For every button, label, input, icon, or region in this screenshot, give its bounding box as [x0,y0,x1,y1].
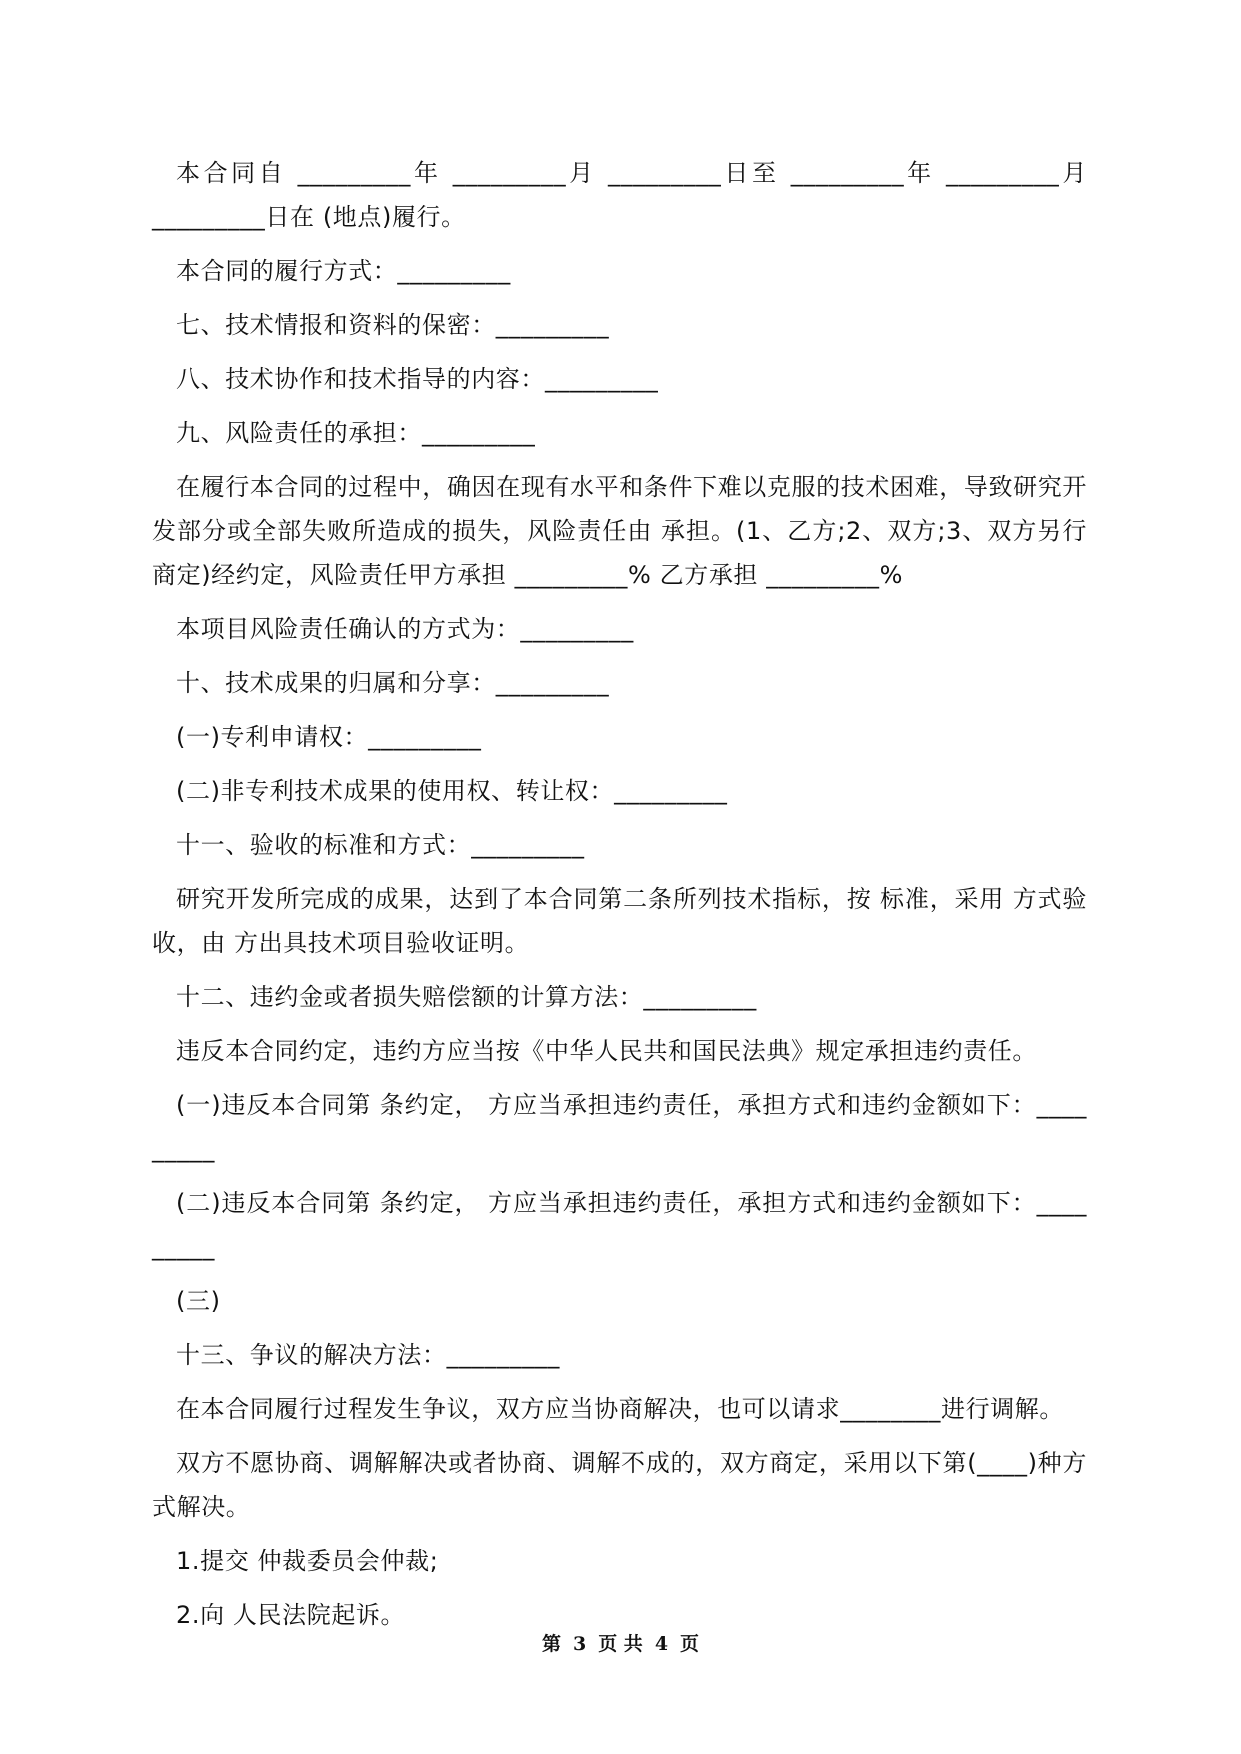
arbitration-option: 1.提交 仲裁委员会仲裁; [176,1547,439,1575]
risk-liability-paragraph: 在履行本合同的过程中，确因在现有水平和条件下难以克服的技术困难，导致研究开发部分或全部失败所造成的损失，风险责任由 承担。(1、乙方;2、双方;3、双方另行商定)经约定，风险责任甲方承担 _________% 乙方承担 _________% [152,473,1087,589]
footer-total-pages: 4 [654,1633,669,1655]
breach-liability-paragraph: 违反本合同约定，违约方应当按《中华人民共和国民法典》规定承担违约责任。 [176,1037,1037,1065]
breach-item-2: (二)违反本合同第 条约定， 方应当承担违约责任，承担方式和违约金额如下：_________ [152,1189,1087,1261]
footer-current-page: 3 [572,1633,587,1655]
risk-confirmation-method: 本项目风险责任确认的方式为：_________ [176,615,634,643]
footer-middle: 页 共 [598,1633,643,1655]
clause-11-acceptance: 十一、验收的标准和方式：_________ [176,831,585,859]
clause-13-disputes: 十三、争议的解决方法：_________ [176,1341,560,1369]
dispute-method-paragraph: 双方不愿协商、调解解决或者协商、调解不成的，双方商定，采用以下第(____)种方式解决。 [152,1449,1087,1521]
performance-method-clause: 本合同的履行方式：_________ [176,257,511,285]
clause-9-risk-liability: 九、风险责任的承担：_________ [176,419,536,447]
clause-7-confidentiality: 七、技术情报和资料的保密：_________ [176,311,610,339]
mediation-paragraph: 在本合同履行过程发生争议，双方应当协商解决，也可以请求________进行调解。 [176,1395,1064,1423]
footer-suffix: 页 [680,1633,700,1655]
page-footer [0,1629,1241,1656]
non-patent-rights: (二)非专利技术成果的使用权、转让权：_________ [176,777,728,805]
breach-item-3: (三) [176,1287,221,1315]
clause-10-ownership: 十、技术成果的归属和分享：_________ [176,669,610,697]
litigation-option: 2.向 人民法院起诉。 [176,1601,406,1629]
footer-prefix: 第 [541,1633,561,1655]
performance-period-clause: 本合同自 _________年 _________月 _________日至 _________年 _________月 _________日在 (地点)履行。 [152,159,1087,231]
clause-8-technical-assistance: 八、技术协作和技术指导的内容：_________ [176,365,659,393]
clause-12-damages: 十二、违约金或者损失赔偿额的计算方法：_________ [176,983,757,1011]
acceptance-paragraph: 研究开发所完成的成果，达到了本合同第二条所列技术指标，按 标准，采用 方式验收，由 方出具技术项目验收证明。 [152,885,1087,957]
contract-body [152,151,1087,1647]
breach-item-1: (一)违反本合同第 条约定， 方应当承担违约责任，承担方式和违约金额如下：_________ [152,1091,1087,1163]
patent-application-right: (一)专利申请权：_________ [176,723,482,751]
